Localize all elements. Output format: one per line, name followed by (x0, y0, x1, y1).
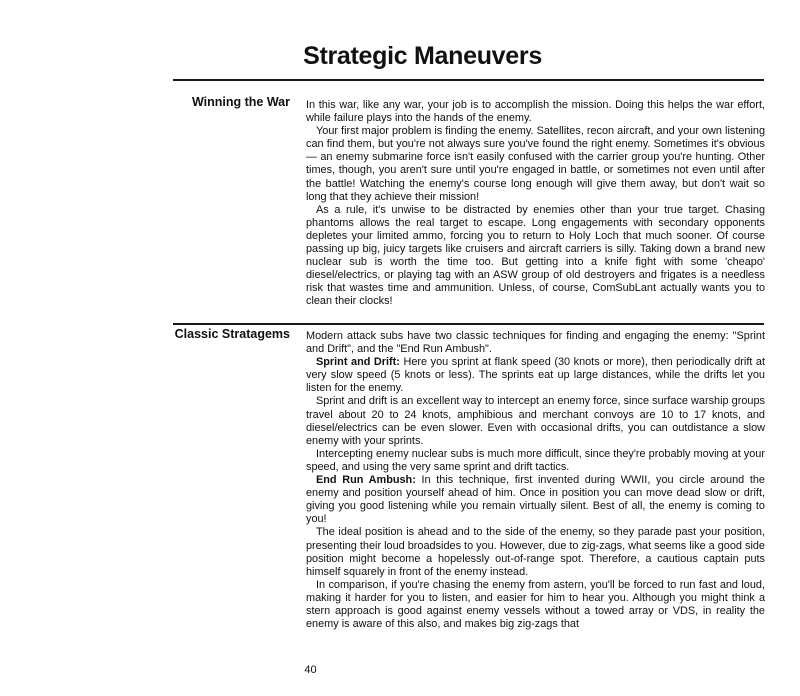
section-heading-classic-stratagems: Classic Stratagems (174, 327, 290, 341)
paragraph: Intercepting enemy nuclear subs is much more difficult, since they're probably moving at your speed, and using the very same sprint and drift tactics. (306, 447, 765, 473)
run-in-heading: End Run Ambush: (316, 474, 416, 487)
paragraph (306, 356, 765, 395)
section-divider-mid (173, 323, 764, 325)
paragraph-text: Here you sprint at flank speed (30 knots or more), then periodically drift at very slow speed (5 knots or less). The sprints eat up large distances, while the drifts let you listen for the enemy. (306, 356, 765, 395)
section-divider-top (173, 79, 764, 81)
run-in-heading: Sprint and Drift: (316, 356, 400, 369)
paragraph: Modern attack subs have two classic techniques for finding and engaging the enemy: "Sprint and Drift", and the "End Run Ambush". (306, 330, 765, 356)
page-title: Strategic Maneuvers (303, 42, 542, 70)
paragraph: The ideal position is ahead and to the side of the enemy, so they parade past your position, presenting their loud broadsides to you. However, due to zig-zags, what seems like a good side position might become a hopelessly out-of-range spot. Therefore, a cautious captain puts himself squarely in front of the enemy instead. (306, 526, 765, 578)
section-heading-winning-the-war: Winning the War (191, 95, 290, 109)
paragraph: In comparison, if you're chasing the enemy from astern, you'll be forced to run fast and loud, making it harder for you to listen, and easier for him to hear you. Although you might think a stern approach is good against enemy vessels without a towed array or VDS, in reality the enemy is aware of this also, and makes big zig-zags that (306, 578, 765, 631)
paragraph (306, 474, 765, 526)
paragraph-text: In this technique, first invented during WWII, you circle around the enemy and position yourself ahead of him. Once in position you can move dead slow or drift, giving you good listening while you remain virtually silent. Best of all, the enemy is coming to you! (306, 474, 765, 526)
section-body-classic-stratagems (306, 330, 765, 631)
paragraph: As a rule, it's unwise to be distracted by enemies other than your true target. Chasing phantoms allows the real target to escape. Long engagements with secondary opponents depletes your limited ammo, forcing you to return to Holy Loch that much sooner. Of course passing up big, juicy targets like cruisers and aircraft carriers is silly. Taking down a brand new nuclear sub is worth the time too. But getting into a knife fight with some 'cheapo' diesel/electrics, or playing tag with an ASW group of old destroyers and frigates is a needless risk that wastes time and ammunition. Unless, of course, ComSubLant actually wants you to clean their clocks! (306, 203, 765, 308)
paragraph: In this war, like any war, your job is to accomplish the mission. Doing this helps the war effort, while failure plays into the hands of the enemy. (306, 99, 765, 125)
section-body-winning-the-war (306, 99, 765, 309)
paragraph: Your first major problem is finding the enemy. Satellites, recon aircraft, and your own listening can find them, but you're not always sure you've found the right enemy. Sometimes it's obvious — an enemy submarine force isn't easily confused with the carrier group you're hunting. Other times, though, you aren't sure until you're engaged in battle, or sometimes not even until after the battle! Watching the enemy's course long enough will give them away, but don't wait so long that they achieve their mission! (306, 125, 765, 203)
paragraph: Sprint and drift is an excellent way to intercept an enemy force, since surface warship groups travel about 20 to 24 knots, amphibious and merchant convoys are 10 to 17 knots, and diesel/electrics can be even slower. Even with occasional drifts, you can outdistance a slow enemy with your sprints. (306, 395, 765, 447)
page-number: 40 (304, 664, 317, 676)
